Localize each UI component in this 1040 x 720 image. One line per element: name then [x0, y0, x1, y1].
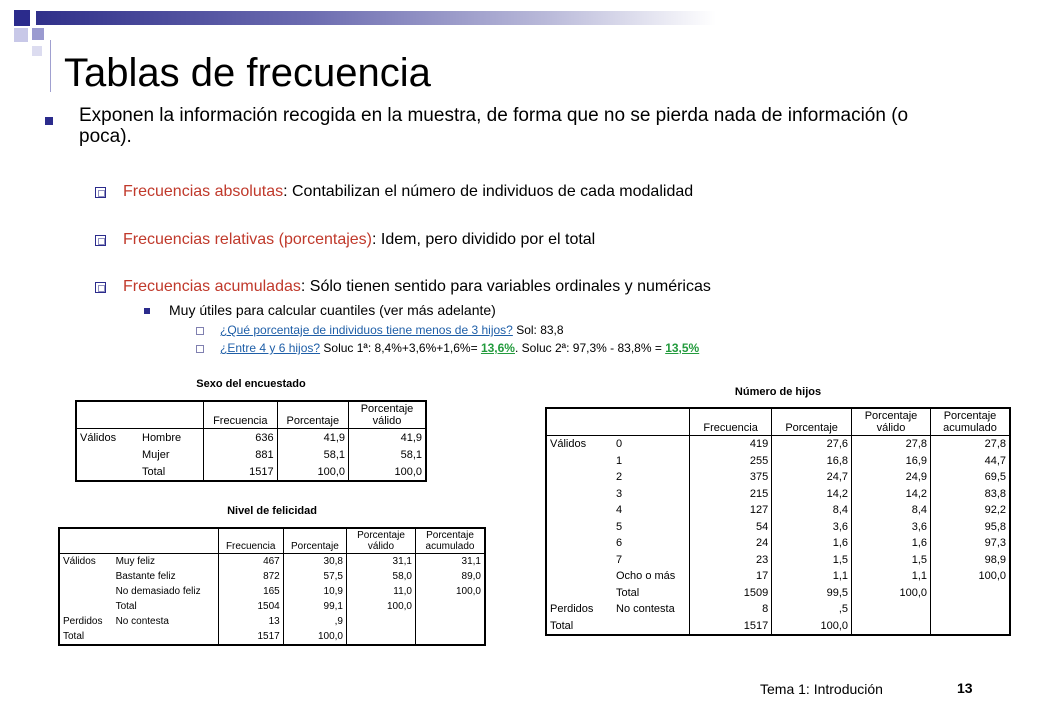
- row-label: Total: [115, 601, 137, 612]
- solution-2-text: . Soluc 2ª: 97,3% - 83,8% =: [514, 341, 666, 355]
- row-group: [59, 584, 113, 599]
- cell: 14,2: [772, 486, 852, 503]
- cell: 13: [218, 614, 283, 629]
- title-gradient-bar: [36, 11, 716, 25]
- table-row: [546, 535, 1010, 552]
- row-label: Mujer: [142, 448, 170, 461]
- cell: 54: [690, 519, 772, 536]
- table-caption-sexo: Sexo del encuestado: [196, 378, 306, 390]
- row-label: 1: [616, 454, 623, 467]
- cell: ,9: [283, 614, 346, 629]
- table-row: [76, 446, 426, 463]
- column-header: Porcentaje acumulado: [416, 528, 486, 554]
- row-group: [546, 585, 613, 602]
- table-row: [546, 601, 1010, 618]
- cell: [852, 601, 931, 618]
- table-caption-felicidad: Nivel de felicidad: [227, 505, 317, 517]
- row-group: Total: [550, 619, 574, 632]
- cell: 31,1: [347, 554, 416, 570]
- cell: 23: [690, 552, 772, 569]
- question-1: [220, 322, 564, 338]
- cell: 100,0: [347, 599, 416, 614]
- cell: 44,7: [931, 453, 1011, 470]
- table-sexo: [75, 400, 427, 482]
- cell: 255: [690, 453, 772, 470]
- row-group: [546, 486, 613, 503]
- row-group: [59, 569, 113, 584]
- cell: 1,6: [852, 535, 931, 552]
- cell: 1,5: [772, 552, 852, 569]
- cell: 881: [204, 446, 278, 463]
- cell: 69,5: [931, 469, 1011, 486]
- cell: 41,9: [277, 429, 348, 447]
- cell: 100,0: [277, 463, 348, 481]
- item-text: : Idem, pero dividido por el total: [372, 231, 596, 248]
- cell: 100,0: [931, 568, 1011, 585]
- row-group: [546, 519, 613, 536]
- cell: 8,4: [852, 502, 931, 519]
- cell: 100,0: [772, 618, 852, 636]
- cell: 215: [690, 486, 772, 503]
- row-group: [546, 535, 613, 552]
- row-label: Hombre: [142, 431, 182, 444]
- row-label: 5: [616, 520, 623, 533]
- table-row: [76, 463, 426, 481]
- cell: 3,6: [772, 519, 852, 536]
- column-header: Frecuencia: [218, 528, 283, 554]
- row-group: [546, 502, 613, 519]
- row-label: Total: [142, 465, 166, 478]
- table-row: [59, 629, 485, 645]
- cell: 27,6: [772, 436, 852, 453]
- cell: 10,9: [283, 584, 346, 599]
- table-row: [546, 552, 1010, 569]
- sub-item-text: Muy útiles para calcular cuantiles (ver más adelante): [169, 302, 496, 318]
- cell: 57,5: [283, 569, 346, 584]
- cell: 83,8: [931, 486, 1011, 503]
- row-group: [76, 446, 139, 463]
- cell: 30,8: [283, 554, 346, 570]
- table-row: [76, 429, 426, 447]
- cell: 99,1: [283, 599, 346, 614]
- cell: 27,8: [931, 436, 1011, 453]
- intro-paragraph: Exponen la información recogida en la muestra, de forma que no se pierda nada de información (o poca).: [79, 105, 909, 147]
- row-group: [546, 552, 613, 569]
- question-2-link[interactable]: ¿Entre 4 y 6 hijos?: [220, 341, 321, 355]
- table-felicidad: [58, 527, 486, 646]
- cell: 16,8: [772, 453, 852, 470]
- cell: 3,6: [852, 519, 931, 536]
- bullet-square-icon: [144, 308, 150, 314]
- footer-text: Tema 1: Introdución: [760, 681, 883, 697]
- cell: 1504: [218, 599, 283, 614]
- corner-square: [14, 10, 30, 26]
- item-term: Frecuencias acumuladas: [123, 278, 301, 295]
- cell: [931, 601, 1011, 618]
- cell: [931, 585, 1011, 602]
- list-item: [123, 230, 595, 250]
- hollow-bullet-icon: [196, 327, 204, 335]
- cell: 165: [218, 584, 283, 599]
- row-label: 7: [616, 553, 623, 566]
- cell: 11,0: [347, 584, 416, 599]
- cell: 58,1: [277, 446, 348, 463]
- solution-2-result: 13,5%: [665, 341, 700, 355]
- table-row: [546, 519, 1010, 536]
- cell: 419: [690, 436, 772, 453]
- row-label: Ocho o más: [616, 570, 676, 583]
- hollow-bullet-icon: [95, 282, 106, 293]
- row-label: 2: [616, 471, 623, 484]
- cell: 27,8: [852, 436, 931, 453]
- row-label: No contesta: [115, 616, 169, 627]
- cell: 1517: [204, 463, 278, 481]
- row-group: [546, 453, 613, 470]
- table-row: [59, 584, 485, 599]
- cell: 1509: [690, 585, 772, 602]
- row-label: 6: [616, 537, 623, 550]
- list-item: [123, 277, 711, 297]
- table-row: [546, 585, 1010, 602]
- table-row: [546, 502, 1010, 519]
- hollow-bullet-icon: [95, 235, 106, 246]
- page-title: Tablas de frecuencia: [64, 51, 431, 95]
- question-1-answer: Sol: 83,8: [512, 323, 564, 337]
- cell: 24,7: [772, 469, 852, 486]
- cell: 97,3: [931, 535, 1011, 552]
- corner-square: [14, 28, 28, 42]
- solution-1-text: Soluc 1ª: 8,4%+3,6%+1,6%=: [320, 341, 481, 355]
- column-header: Porcentaje: [772, 408, 852, 436]
- column-header: Frecuencia: [690, 408, 772, 436]
- cell: 41,9: [349, 429, 427, 447]
- cell: 16,9: [852, 453, 931, 470]
- cell: 1,6: [772, 535, 852, 552]
- item-term: Frecuencias relativas (porcentajes): [123, 231, 372, 248]
- cell: 872: [218, 569, 283, 584]
- table-row: [59, 599, 485, 614]
- row-label: No contesta: [616, 603, 675, 616]
- table-row: [546, 436, 1010, 453]
- cell: 100,0: [852, 585, 931, 602]
- row-label: Bastante feliz: [115, 571, 176, 582]
- row-group: Válidos: [550, 438, 587, 451]
- row-group: Perdidos: [550, 603, 594, 616]
- question-1-link[interactable]: ¿Qué porcentaje de individuos tiene menos de 3 hijos?: [220, 323, 513, 337]
- table-row: [546, 486, 1010, 503]
- item-text: : Sólo tienen sentido para variables ordinales y numéricas: [300, 278, 711, 295]
- cell: 24: [690, 535, 772, 552]
- table-row: [546, 568, 1010, 585]
- cell: 98,9: [931, 552, 1011, 569]
- solution-1-result: 13,6%: [480, 341, 515, 355]
- row-group: Válidos: [63, 556, 96, 567]
- cell: [416, 599, 486, 614]
- row-label: 3: [616, 487, 623, 500]
- cell: 375: [690, 469, 772, 486]
- cell: [416, 614, 486, 629]
- page-number: 13: [957, 680, 973, 696]
- list-item: [123, 182, 693, 202]
- column-header: Porcentaje acumulado: [931, 408, 1011, 436]
- cell: 8: [690, 601, 772, 618]
- cell: 127: [690, 502, 772, 519]
- cell: 8,4: [772, 502, 852, 519]
- table-hijos: [545, 407, 1011, 636]
- table-row: [546, 453, 1010, 470]
- row-label: [613, 618, 690, 636]
- row-label: 4: [616, 504, 623, 517]
- row-group: [59, 599, 113, 614]
- table-row: [546, 618, 1010, 636]
- question-2: [220, 340, 699, 356]
- cell: 100,0: [349, 463, 427, 481]
- column-header: Porcentaje válido: [347, 528, 416, 554]
- column-header: Porcentaje válido: [852, 408, 931, 436]
- row-label: 0: [616, 438, 623, 451]
- item-term: Frecuencias absolutas: [123, 183, 284, 200]
- row-group: [76, 463, 139, 481]
- title-divider: [50, 40, 51, 92]
- row-group: [546, 469, 613, 486]
- cell: 17: [690, 568, 772, 585]
- cell: 31,1: [416, 554, 486, 570]
- hollow-bullet-icon: [95, 187, 106, 198]
- row-group: [546, 568, 613, 585]
- table-row: [59, 554, 485, 570]
- column-header: Porcentaje válido: [349, 401, 427, 429]
- cell: 1517: [218, 629, 283, 645]
- cell: 95,8: [931, 519, 1011, 536]
- cell: [852, 618, 931, 636]
- cell: 99,5: [772, 585, 852, 602]
- cell: [347, 629, 416, 645]
- table-header-row: [546, 408, 1010, 436]
- cell: 100,0: [416, 584, 486, 599]
- cell: 58,1: [349, 446, 427, 463]
- row-label: No demasiado feliz: [115, 586, 201, 597]
- cell: [931, 618, 1011, 636]
- column-header: Porcentaje: [283, 528, 346, 554]
- cell: 1517: [690, 618, 772, 636]
- table-row: [59, 614, 485, 629]
- row-group: Válidos: [80, 431, 117, 444]
- cell: 467: [218, 554, 283, 570]
- row-label: Total: [616, 586, 640, 599]
- bullet-square-icon: [45, 117, 53, 125]
- cell: [416, 629, 486, 645]
- cell: [347, 614, 416, 629]
- cell: 92,2: [931, 502, 1011, 519]
- item-text: : Contabilizan el número de individuos de cada modalidad: [283, 183, 694, 200]
- row-label: Muy feliz: [115, 556, 156, 567]
- row-label: [113, 629, 219, 645]
- corner-square: [32, 46, 42, 56]
- table-row: [546, 469, 1010, 486]
- cell: ,5: [772, 601, 852, 618]
- cell: 89,0: [416, 569, 486, 584]
- table-header-row: [76, 401, 426, 429]
- table-caption-hijos: Número de hijos: [734, 386, 822, 398]
- cell: 1,1: [852, 568, 931, 585]
- table-row: [59, 569, 485, 584]
- cell: 24,9: [852, 469, 931, 486]
- table-header-row: [59, 528, 485, 554]
- cell: 100,0: [283, 629, 346, 645]
- column-header: Porcentaje: [277, 401, 348, 429]
- cell: 58,0: [347, 569, 416, 584]
- row-group: Total: [63, 631, 85, 642]
- cell: 1,1: [772, 568, 852, 585]
- hollow-bullet-icon: [196, 345, 204, 353]
- cell: 1,5: [852, 552, 931, 569]
- corner-square: [32, 28, 44, 40]
- column-header: Frecuencia: [204, 401, 278, 429]
- cell: 14,2: [852, 486, 931, 503]
- cell: 636: [204, 429, 278, 447]
- row-group: Perdidos: [63, 616, 103, 627]
